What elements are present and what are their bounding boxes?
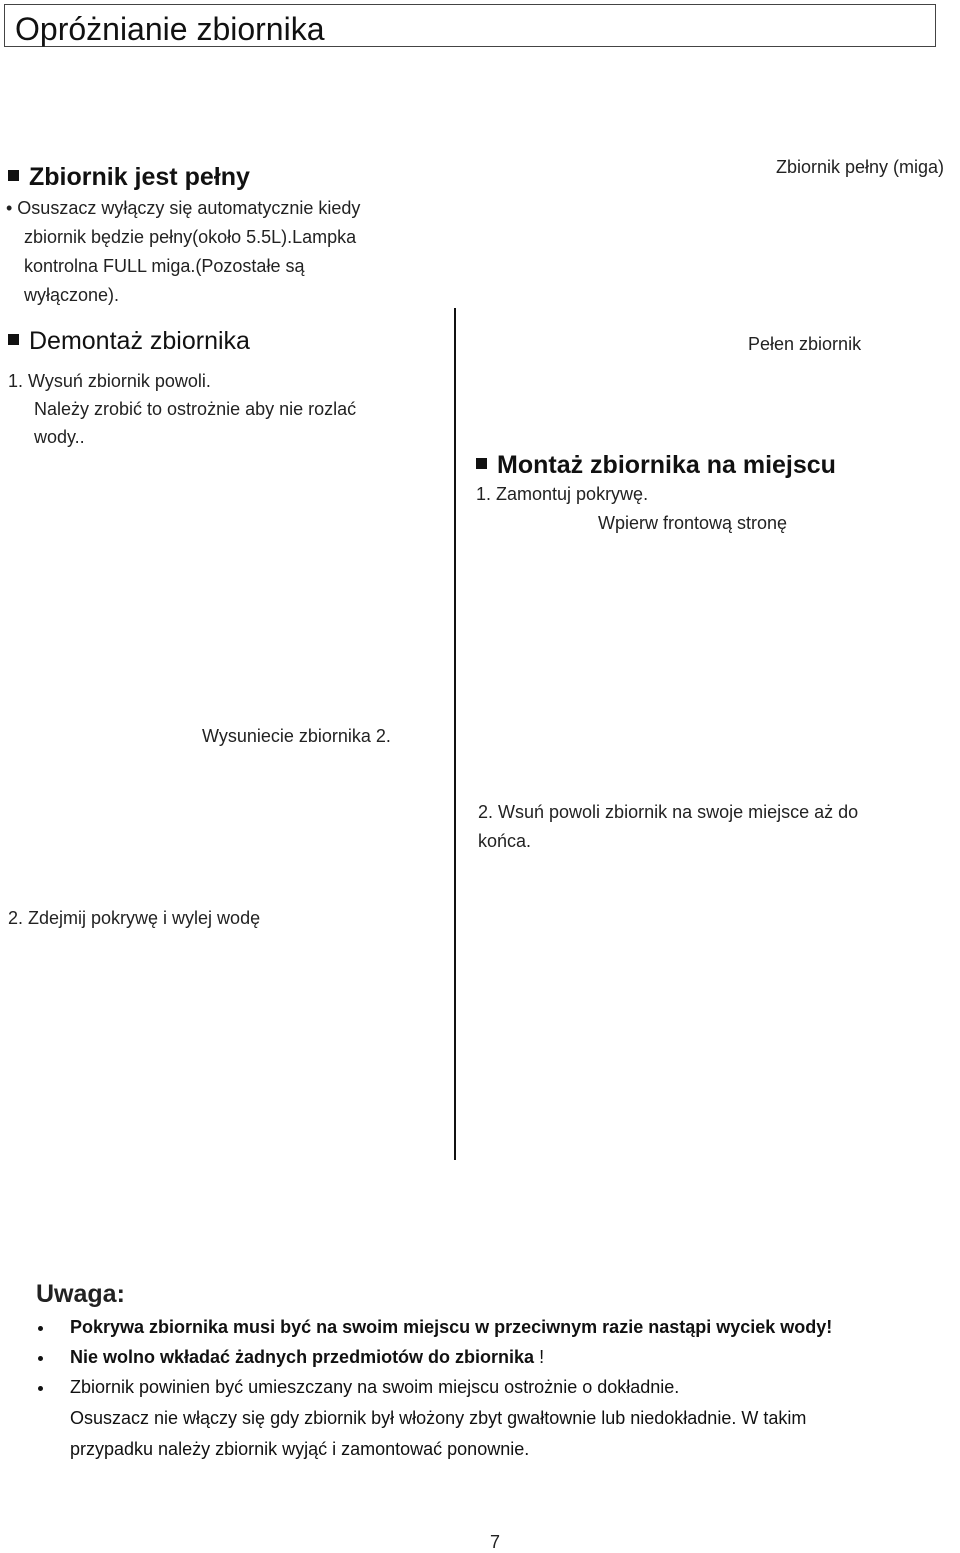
full-desc-line: zbiornik będzie pełny(około 5.5L).Lampka bbox=[24, 227, 357, 247]
note-item-rest: Zbiornik powinien być umieszczany na swoim miejscu ostrożnie o dokładnie. bbox=[70, 1377, 680, 1397]
full-desc-line: • Osuszacz wyłączy się automatycznie kiedy bbox=[6, 198, 361, 218]
full-desc-line: kontrolna FULL miga.(Pozostałe są bbox=[24, 256, 305, 276]
square-bullet-icon bbox=[8, 334, 19, 345]
mount-heading bbox=[476, 451, 836, 480]
full-tank-heading bbox=[8, 163, 250, 192]
mount-step2-line: 2. Wsuń powoli zbiornik na swoje miejsce aż do bbox=[478, 802, 859, 822]
full-desc-line: wyłączone). bbox=[24, 285, 120, 305]
full-tank-description bbox=[6, 194, 360, 310]
mount-heading-text: Montaż zbiornika na miejscu bbox=[497, 451, 836, 479]
note-continuation-1: Osuszacz nie włączy się gdy zbiornik był włożony zbyt gwałtownie lub niedokładnie. W takim bbox=[70, 1408, 807, 1428]
full-flashing-label: Zbiornik pełny (miga) bbox=[776, 157, 945, 177]
bullet-dot-icon bbox=[38, 1356, 43, 1361]
mount-step1: 1. Zamontuj pokrywę. bbox=[476, 484, 649, 504]
note-item-3 bbox=[70, 1377, 679, 1398]
mount-step2 bbox=[478, 798, 858, 856]
bullet-dot-icon bbox=[38, 1326, 43, 1331]
removal-line: wody.. bbox=[34, 427, 85, 447]
note-item-rest: ! bbox=[534, 1347, 545, 1367]
note-item-bold: Pokrywa zbiornika musi być na swoim miejscu w przeciwnym razie nastąpi wyciek wody! bbox=[70, 1317, 833, 1337]
page-title: Opróżnianie zbiornika bbox=[15, 11, 325, 47]
front-first-label: Wpierw frontową stronę bbox=[598, 513, 788, 533]
step2-empty: 2. Zdejmij pokrywę i wylej wodę bbox=[8, 908, 261, 928]
bullet-dot-icon bbox=[38, 1386, 43, 1391]
column-divider bbox=[454, 308, 456, 1160]
note-item-2 bbox=[70, 1347, 544, 1368]
square-bullet-icon bbox=[476, 458, 487, 469]
removal-line: Należy zrobić to ostrożnie aby nie rozlać bbox=[34, 399, 357, 419]
page-number: 7 bbox=[490, 1532, 501, 1552]
note-continuation-2: przypadku należy zbiornik wyjąć i zamontować ponownie. bbox=[70, 1439, 530, 1459]
full-tank-label: Pełen zbiornik bbox=[748, 334, 862, 354]
removal-steps bbox=[8, 367, 356, 451]
full-tank-heading-text: Zbiornik jest pełny bbox=[29, 163, 250, 191]
removal-heading-text: Demontaż zbiornika bbox=[29, 327, 250, 355]
mount-step2-line: końca. bbox=[478, 831, 532, 851]
square-bullet-icon bbox=[8, 170, 19, 181]
note-item-bold: Nie wolno wkładać żadnych przedmiotów do zbiornika bbox=[70, 1347, 535, 1367]
slide-out-label: Wysuniecie zbiornika 2. bbox=[202, 726, 391, 746]
removal-heading bbox=[8, 327, 250, 356]
note-heading: Uwaga: bbox=[36, 1280, 125, 1308]
removal-line: 1. Wysuń zbiornik powoli. bbox=[8, 371, 211, 391]
note-item-1 bbox=[70, 1317, 832, 1338]
title-box bbox=[4, 4, 936, 47]
